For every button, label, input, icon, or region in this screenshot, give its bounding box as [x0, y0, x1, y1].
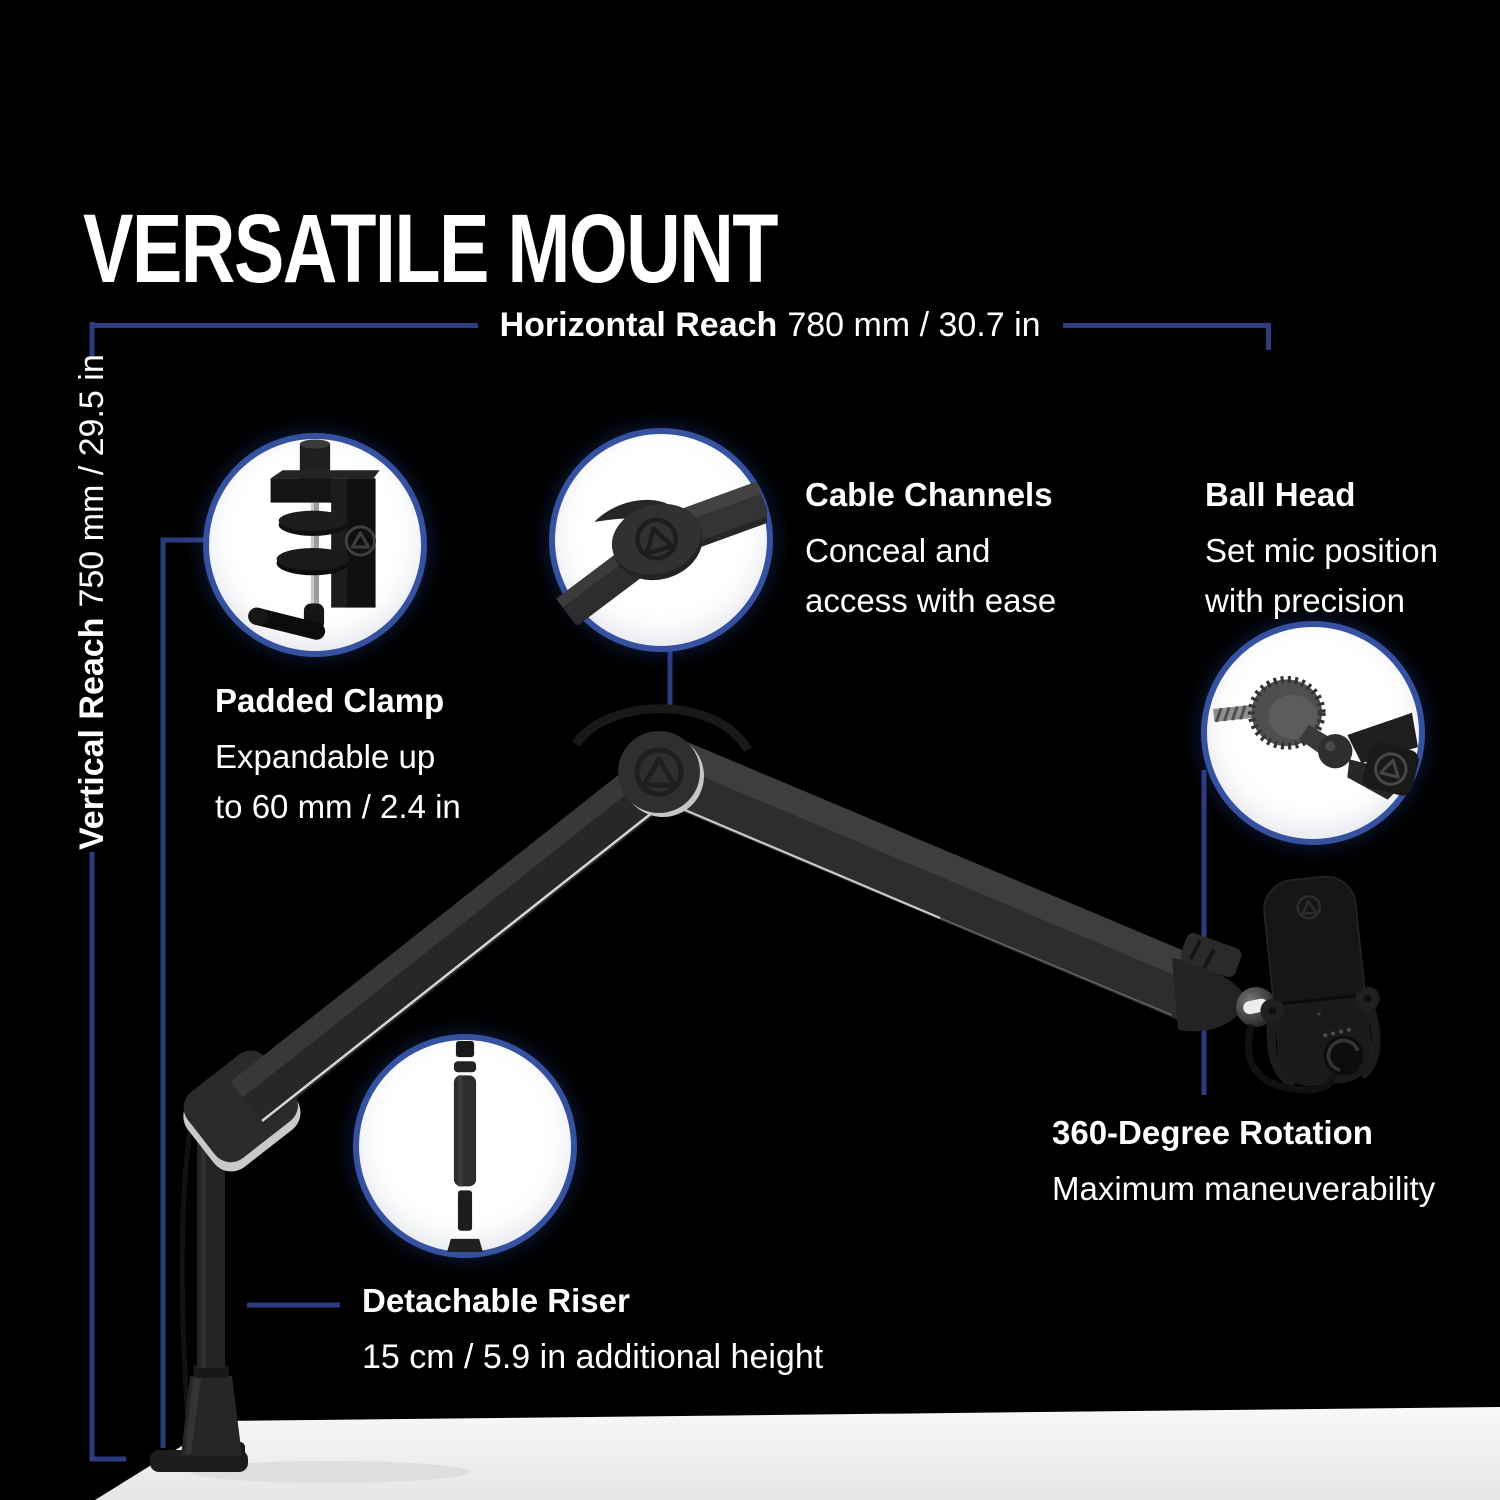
horizontal-reach-value: 780 mm / 30.7 in: [787, 305, 1041, 344]
padded-clamp-callout: [203, 433, 427, 657]
padded-clamp-photo: [209, 439, 421, 651]
feature-line: with precision: [1205, 582, 1405, 619]
feature-line: access with ease: [805, 582, 1057, 619]
desk-surface: [95, 1407, 1500, 1500]
feature-line: Conceal and: [805, 532, 991, 569]
cable-channels-photo: [555, 434, 767, 646]
microphone: [1231, 872, 1388, 1096]
vertical-reach-value: 750 mm / 29.5 in: [72, 354, 111, 608]
page-title: VERSATILE MOUNT: [83, 193, 777, 303]
feature-title: Detachable Riser: [362, 1282, 630, 1319]
vertical-reach-title: Vertical Reach: [72, 617, 111, 850]
feature-rotation: [1052, 1114, 1435, 1214]
feature-title: 360-Degree Rotation: [1052, 1114, 1373, 1151]
feature-title: Ball Head: [1205, 476, 1356, 513]
feature-cable-channels: [805, 476, 1056, 626]
detachable-riser-callout: [353, 1034, 577, 1258]
feature-ball-head: [1205, 476, 1438, 626]
feature-detachable-riser: [362, 1282, 823, 1382]
ball-head-callout: [1201, 621, 1425, 845]
ball-head-photo: [1207, 627, 1419, 839]
cable-channels-callout: [549, 428, 773, 652]
feature-line: Maximum maneuverability: [1052, 1170, 1436, 1207]
feature-line: to 60 mm / 2.4 in: [215, 788, 461, 825]
detachable-riser-photo: [359, 1040, 571, 1252]
feature-title: Cable Channels: [805, 476, 1053, 513]
feature-title: Padded Clamp: [215, 682, 445, 719]
feature-line: Set mic position: [1205, 532, 1438, 569]
feature-line: Expandable up: [215, 738, 436, 775]
horizontal-reach-title: Horizontal Reach: [499, 305, 778, 344]
feature-line: 15 cm / 5.9 in additional height: [362, 1338, 824, 1376]
feature-padded-clamp: [215, 682, 461, 832]
